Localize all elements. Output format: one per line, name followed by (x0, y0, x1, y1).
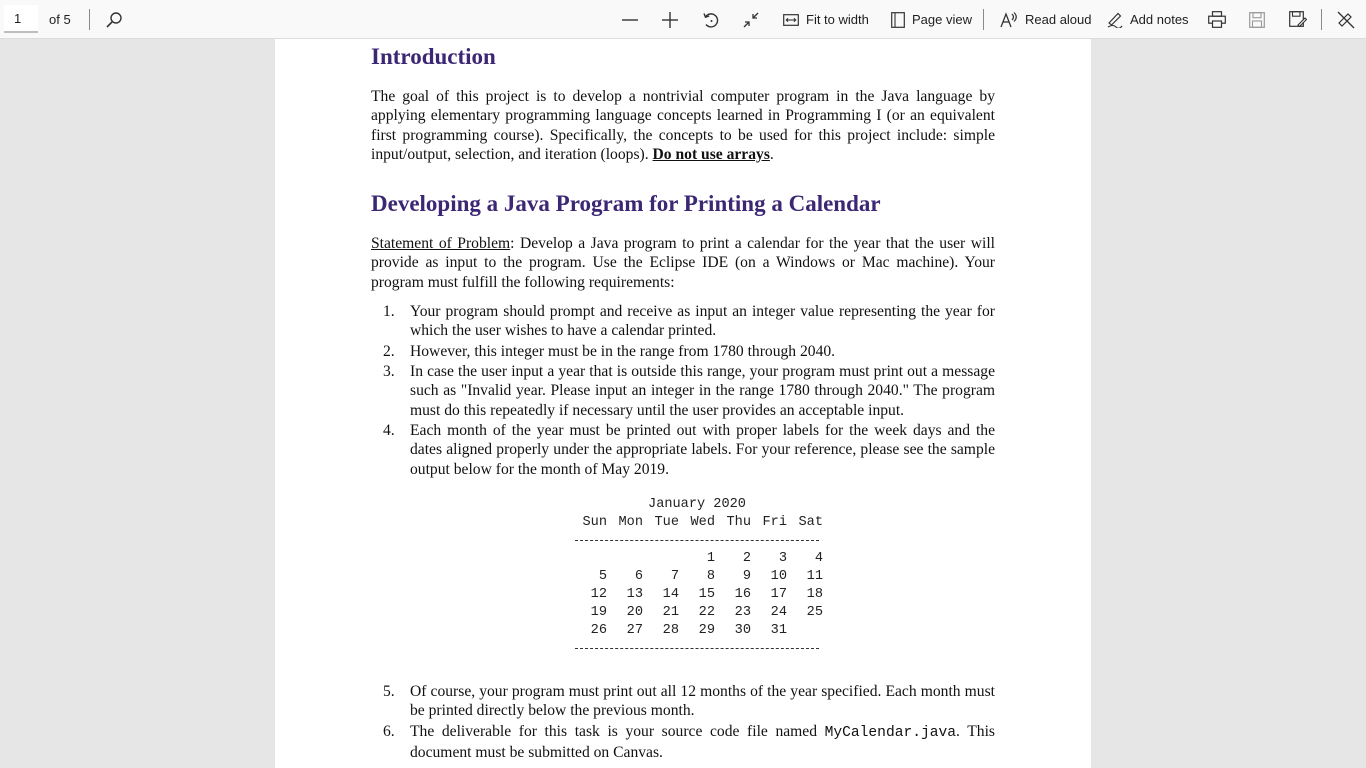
calendar-day: 8 (706, 569, 715, 584)
read-aloud-label: Read aloud (1025, 12, 1092, 27)
list-number: 3. (383, 363, 395, 380)
calendar-week-row (575, 569, 823, 587)
calendar-day: 16 (734, 587, 751, 602)
read-aloud-icon (1000, 12, 1018, 28)
calendar-day: 19 (590, 605, 607, 620)
calendar-day: 20 (626, 605, 643, 620)
add-notes-label: Add notes (1130, 12, 1189, 27)
pdf-toolbar (0, 0, 1366, 39)
calendar-day: 4 (814, 551, 823, 566)
calendar-day: 11 (806, 569, 823, 584)
calendar-title: January 2020 (648, 497, 746, 512)
fullscreen-exit-icon[interactable] (742, 0, 760, 39)
calendar-day: 5 (598, 569, 607, 584)
calendar-day: 18 (806, 587, 823, 602)
list-text (410, 722, 995, 763)
calendar-day: 10 (770, 569, 787, 584)
page-number-input[interactable] (4, 5, 38, 33)
calendar-week-row (575, 623, 819, 641)
calendar-day: 2 (742, 551, 751, 566)
calendar-day: 27 (626, 623, 643, 638)
introduction-text: The goal of this project is to develop a nontrivial computer program in the Java language by applying elementary programming language concepts learned in Programming I (or an equivalent first programming course). Specifically, the concepts to be used for this project include: simple input/output, selection, and iteration (loops). (371, 88, 995, 163)
deliverable-text: The deliverable for this task is your source code file named (410, 723, 818, 740)
calendar-day: 30 (734, 623, 751, 638)
list-number: 6. (383, 723, 395, 740)
toolbar-divider (89, 9, 90, 30)
weekday-label: Tue (654, 515, 679, 530)
calendar-day: 9 (742, 569, 751, 584)
weekday-label: Sun (582, 515, 607, 530)
read-aloud-button[interactable] (1000, 0, 1092, 39)
statement-text: : Develop a Java program to print a calendar for the year that the user will provide as input to the program. Use the Eclipse IDE (on a Windows or Mac machine). Your program must fulfill the following requirements: (371, 235, 995, 291)
calendar-weekday-row (575, 515, 823, 533)
pen-settings-icon[interactable] (1337, 0, 1355, 39)
calendar-divider (575, 648, 819, 649)
page-view-icon (891, 12, 905, 28)
calendar-day: 14 (662, 587, 679, 602)
calendar-week-row (575, 587, 823, 605)
calendar-day: 21 (662, 605, 679, 620)
introduction-paragraph (371, 87, 995, 164)
calendar-day: 1 (706, 551, 715, 566)
print-icon[interactable] (1208, 0, 1226, 39)
calendar-day: 26 (590, 623, 607, 638)
calendar-day: 12 (590, 587, 607, 602)
statement-paragraph (371, 234, 995, 292)
calendar-day: 28 (662, 623, 679, 638)
calendar-week-row (575, 551, 823, 569)
list-text: Of course, your program must print out all 12 months of the year specified. Each month must be printed directly below the previous month. (410, 683, 995, 720)
calendar-day: 24 (770, 605, 787, 620)
toolbar-divider (1321, 9, 1322, 30)
weekday-label: Mon (618, 515, 643, 530)
list-number: 1. (383, 303, 395, 320)
calendar-divider (575, 540, 819, 541)
calendar-week-row (575, 605, 823, 623)
list-number: 5. (383, 683, 395, 700)
filename-code: MyCalendar.java (824, 725, 957, 741)
document-page (275, 39, 1091, 768)
list-number: 2. (383, 343, 395, 360)
list-text: Your program should prompt and receive as input an integer value representing the year for which the user wishes to have a calendar printed. (410, 303, 995, 340)
weekday-label: Sat (798, 515, 823, 530)
calendar-day: 13 (626, 587, 643, 602)
list-text: However, this integer must be in the range from 1780 through 2040. (410, 343, 836, 360)
save-as-icon[interactable] (1289, 0, 1307, 39)
add-notes-button[interactable] (1107, 0, 1189, 39)
introduction-period: . (769, 145, 774, 163)
toolbar-divider (983, 9, 984, 30)
list-number: 4. (383, 422, 395, 439)
calendar-day: 17 (770, 587, 787, 602)
weekday-label: Wed (690, 515, 715, 530)
do-not-use-arrays-text: Do not use arrays (652, 145, 770, 163)
save-icon[interactable] (1249, 0, 1265, 39)
calendar-day: 29 (698, 623, 715, 638)
statement-label: Statement of Problem (371, 235, 511, 252)
calendar-day: 31 (770, 623, 787, 638)
weekday-label: Thu (726, 515, 751, 530)
calendar-day: 3 (778, 551, 787, 566)
deliverable-text-end: . This document must be submitted on Canvas. (410, 723, 995, 762)
fit-to-width-icon (783, 13, 799, 27)
zoom-in-icon[interactable] (661, 0, 679, 39)
section-heading: Developing a Java Program for Printing a Calendar (371, 191, 881, 216)
weekday-label: Fri (762, 515, 787, 530)
pen-icon (1107, 11, 1123, 28)
search-icon[interactable] (105, 0, 123, 39)
introduction-heading: Introduction (371, 44, 496, 69)
fit-to-width-label: Fit to width (806, 12, 869, 27)
page-view-button[interactable] (891, 0, 972, 39)
rotate-icon[interactable] (702, 0, 720, 39)
calendar-day: 6 (634, 569, 643, 584)
page-count: of 5 (49, 12, 71, 27)
calendar-day: 7 (670, 569, 679, 584)
list-text: Each month of the year must be printed out with proper labels for the week days and the dates aligned properly under the appropriate labels. For your reference, please see the sample output below for the month of May 2019. (410, 422, 995, 478)
calendar-day: 22 (698, 605, 715, 620)
calendar-day: 25 (806, 605, 823, 620)
list-text: In case the user input a year that is outside this range, your program must print out a message such as "Invalid year. Please input an integer in the range 1780 through 2040." The program must do this repeatedly if necessary until the user provides an acceptable input. (410, 363, 995, 419)
calendar-day: 15 (698, 587, 715, 602)
page-view-label: Page view (912, 12, 972, 27)
fit-to-width-button[interactable] (783, 0, 869, 39)
zoom-out-icon[interactable] (621, 0, 639, 39)
calendar-day: 23 (734, 605, 751, 620)
